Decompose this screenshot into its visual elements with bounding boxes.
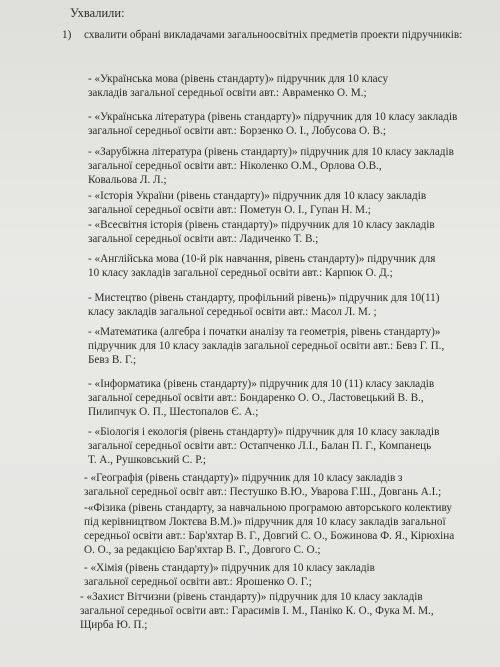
item-line: - «Історія України (рівень стандарту)» підручник для 10 класу закладів <box>88 190 427 202</box>
list-item <box>88 110 488 138</box>
item-line: закладів загальної середньої освіти авт.: Авраменко О. М.; <box>88 87 367 99</box>
item-line: - «Математика (алгебра і початки аналізу та геометрія, рівень стандарту)» <box>88 326 441 338</box>
item-line: підручник для 10 класу закладів загальної середньої освіти авт.: Бевз Г. П., <box>88 340 445 352</box>
item-line: - «Українська література (рівень стандарту)» підручник для 10 класу закладів <box>88 111 458 123</box>
list-item <box>84 501 484 557</box>
list-item <box>84 561 484 589</box>
item-line: середньої освіти авт.: Бар'яхтар В. Г., Довгий С. О., Божинова Ф. Я., Кірюхіна <box>84 530 455 542</box>
item-line: 10 класу закладів загальної середньої освіти авт.: Карпюк О. Д.; <box>88 267 393 279</box>
item-line: - Мистецтво (рівень стандарту, профільний рівень)» підручник для 10(11) <box>88 292 440 304</box>
item-line: О. О., за редакцією Бар'яхтар В. Г., Довгого С. О.; <box>84 544 321 556</box>
item-line: загальної середньої освіти авт.: Остапченко Л.І., Балан П. Г., Компанець <box>88 440 432 452</box>
item-line: - «Хімія (рівень стандарту)» підручник для 10 класу закладів <box>84 562 375 574</box>
item-line: - «Захист Вітчизни (рівень стандарту)» підручник для 10 класу закладів <box>80 591 423 603</box>
item-line: - «Географія (рівень стандарту)» підручник для 10 класу закладів з <box>84 472 403 484</box>
item-line: - «Українська мова (рівень стандарту)» підручник для 10 класу <box>88 73 389 85</box>
item-line: Щирба Ю. П.; <box>80 619 148 631</box>
list-item <box>88 425 488 467</box>
item-line: загальної середньої освіти авт.: Бондаренко О. О., Ластовецький В. В., <box>88 392 424 404</box>
list-item <box>88 72 488 100</box>
item-line: загальної середньої освіти авт.: Пометун О. І., Гупан Н. М.; <box>88 204 371 216</box>
list-item <box>88 291 488 319</box>
item-line: -«Фізика (рівень стандарту, за навчальною програмою авторського колективу <box>84 502 452 514</box>
list-item <box>88 252 488 280</box>
list-item <box>88 145 488 187</box>
list-item <box>88 325 488 367</box>
item-line: класу закладів загальної середньої освіти авт.: Масол Л. М. ; <box>88 306 377 318</box>
item-line: загальної середньої освіти авт.: Ніколенко О.М., Орлова О.В., <box>88 160 382 172</box>
intro-number: 1) <box>62 29 72 41</box>
item-line: Т. А., Рушковський С. Р.; <box>88 454 206 466</box>
item-line: Пилипчук О. П., Шестопалов Є. А.; <box>88 406 259 418</box>
resolution-intro <box>62 28 482 42</box>
item-line: - «Біологія і екологія (рівень стандарту)» підручник для 10 класу закладів <box>88 426 440 438</box>
item-line: Ковальова Л. Л.; <box>88 174 167 186</box>
item-line: під керівництвом Локтєва В.М.)» підручник для 10 класу закладів загальної <box>84 516 446 528</box>
item-line: загальної середньої освіти авт.: Гарасимів І. М., Паніко К. О., Фука М. М., <box>80 605 434 617</box>
item-line: - «Зарубіжна література (рівень стандарту)» підручник для 10 класу закладів <box>88 146 454 158</box>
intro-text: схвалити обрані викладачами загальноосвітніх предметів проекти підручників: <box>84 29 463 41</box>
item-line: загальної середньої освіти авт.: Борзенко О. І., Лобусова О. В.; <box>88 125 387 137</box>
resolution-heading: Ухвалили: <box>70 6 125 20</box>
list-item <box>80 590 480 632</box>
list-item <box>84 471 484 499</box>
item-line: загальної середньої освіт авт.: Пестушко В.Ю., Уварова Г.Ш., Довгань А.І.; <box>84 486 442 498</box>
item-line: - «Всесвітня історія (рівень стандарту)» підручник для 10 класу закладів <box>88 219 435 231</box>
item-line: - «Англійська мова (10-й рік навчання, рівень стандарту)» підручник для <box>88 253 436 265</box>
list-item <box>88 189 488 217</box>
item-line: загальної середньої освіти авт.: Ладиченко Т. В.; <box>88 233 319 245</box>
item-line: Бевз В. Г.; <box>88 354 137 366</box>
item-line: загальної середньої освіти авт.: Ярошенко О. Г.; <box>84 576 312 588</box>
item-line: - «Інформатика (рівень стандарту)» підручник для 10 (11) класу закладів <box>88 378 435 390</box>
list-item <box>88 218 488 246</box>
list-item <box>88 377 488 419</box>
